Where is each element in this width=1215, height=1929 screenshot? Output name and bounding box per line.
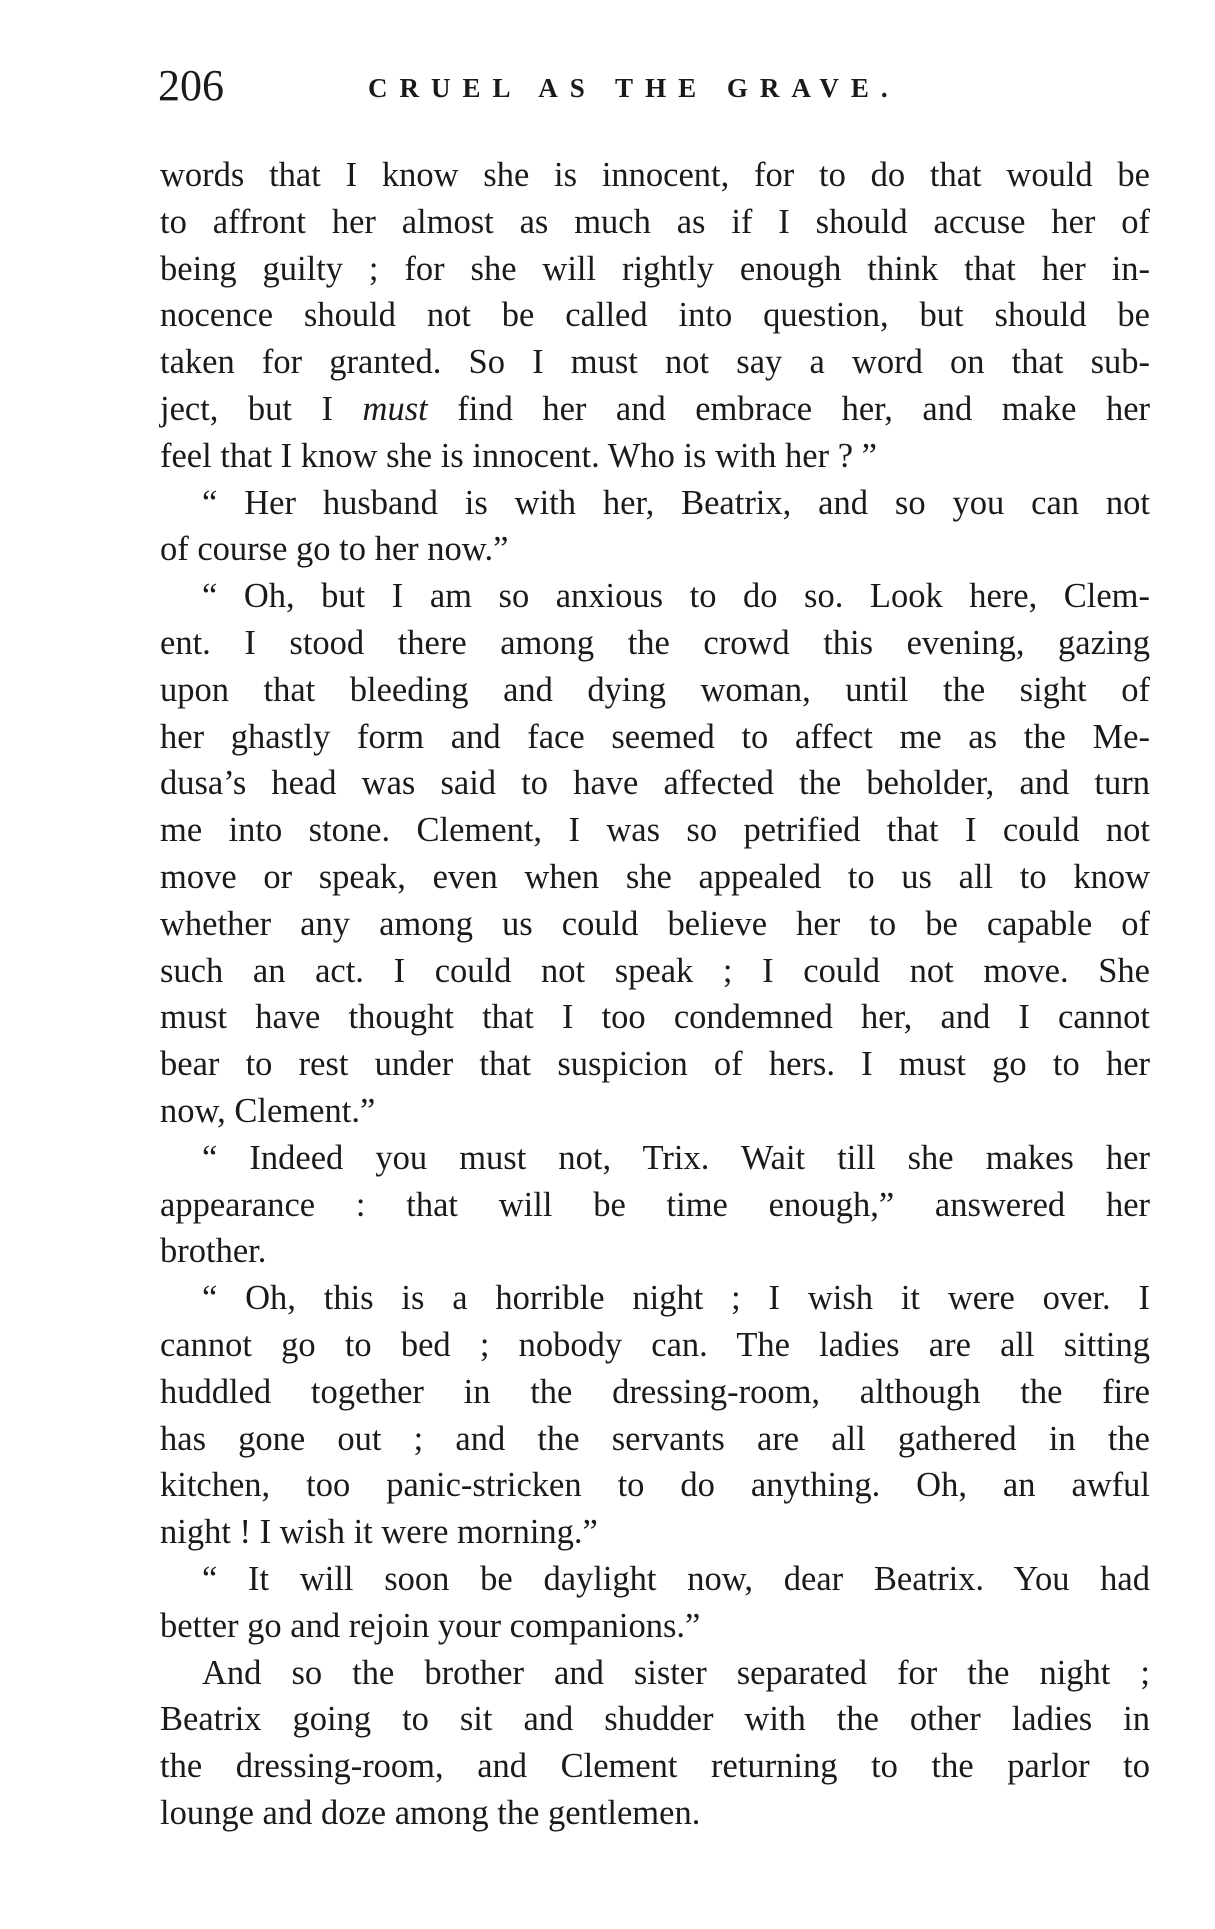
text-line: to affront her almost as much as if I should accuse her of — [160, 202, 1150, 241]
text-line: better go and rejoin your companions.” — [160, 1606, 701, 1645]
text-fragment: find her and embrace her, and make her — [427, 389, 1150, 428]
text-line: appearance : that will be time enough,” answered her — [160, 1185, 1150, 1224]
page-number: 206 — [158, 61, 224, 110]
text-line: kitchen, too panic-stricken to do anything. Oh, an awful — [160, 1466, 1150, 1505]
text-line: taken for granted. So I must not say a word on that sub- — [160, 343, 1150, 382]
text-line: cannot go to bed ; nobody can. The ladies are all sitting — [160, 1325, 1150, 1364]
text-line: night ! I wish it were morning.” — [160, 1513, 598, 1552]
text-line: has gone out ; and the servants are all gathered in the — [160, 1419, 1150, 1458]
text-line: of course go to her now.” — [160, 530, 509, 569]
text-line: ent. I stood there among the crowd this evening, gazing — [160, 623, 1150, 662]
text-line: words that I know she is innocent, for to do that would be — [160, 156, 1150, 194]
text-line: bear to rest under that suspicion of hers. I must go to her — [160, 1045, 1150, 1084]
running-title: CRUEL AS THE GRAVE. — [368, 73, 900, 103]
body-text — [160, 152, 1150, 1837]
text-line: nocence should not be called into question, but should be — [160, 296, 1150, 335]
text-line: whether any among us could believe her to be capable of — [160, 904, 1150, 943]
text-line: feel that I know she is innocent. Who is with her ? ” — [160, 436, 877, 475]
text-line: now, Clement.” — [160, 1091, 376, 1130]
text-line: “ Oh, this is a horrible night ; I wish it were over. I — [202, 1279, 1150, 1318]
text-line: “ It will soon be daylight now, dear Beatrix. You had — [202, 1559, 1150, 1598]
text-line: Beatrix going to sit and shudder with the other ladies in — [160, 1700, 1150, 1739]
text-line: her ghastly form and face seemed to affect me as the Me- — [160, 717, 1150, 756]
text-line-with-italic — [160, 386, 1150, 433]
text-line: must have thought that I too condemned her, and I cannot — [160, 998, 1150, 1037]
text-line: dusa’s head was said to have affected the beholder, and turn — [160, 764, 1150, 803]
text-line: “ Oh, but I am so anxious to do so. Look here, Clem- — [202, 577, 1150, 616]
text-line: move or speak, even when she appealed to us all to know — [160, 857, 1150, 896]
text-line: “ Her husband is with her, Beatrix, and so you can not — [202, 483, 1150, 522]
running-head — [158, 58, 1158, 118]
text-line: upon that bleeding and dying woman, until the sight of — [160, 670, 1150, 709]
text-line: being guilty ; for she will rightly enough think that her in- — [160, 249, 1150, 288]
text-line: huddled together in the dressing-room, although the fire — [160, 1372, 1150, 1411]
text-fragment: ject, but I — [160, 389, 363, 428]
italic-word: must — [362, 389, 428, 428]
text-line: And so the brother and sister separated for the night ; — [202, 1653, 1150, 1692]
text-line: “ Indeed you must not, Trix. Wait till she makes her — [202, 1138, 1150, 1177]
text-line: such an act. I could not speak ; I could not move. She — [160, 951, 1150, 990]
text-line: the dressing-room, and Clement returning to the parlor to — [160, 1747, 1150, 1786]
text-line: brother. — [160, 1232, 267, 1271]
text-line: me into stone. Clement, I was so petrified that I could not — [160, 811, 1150, 850]
text-line: lounge and doze among the gentlemen. — [160, 1793, 701, 1832]
